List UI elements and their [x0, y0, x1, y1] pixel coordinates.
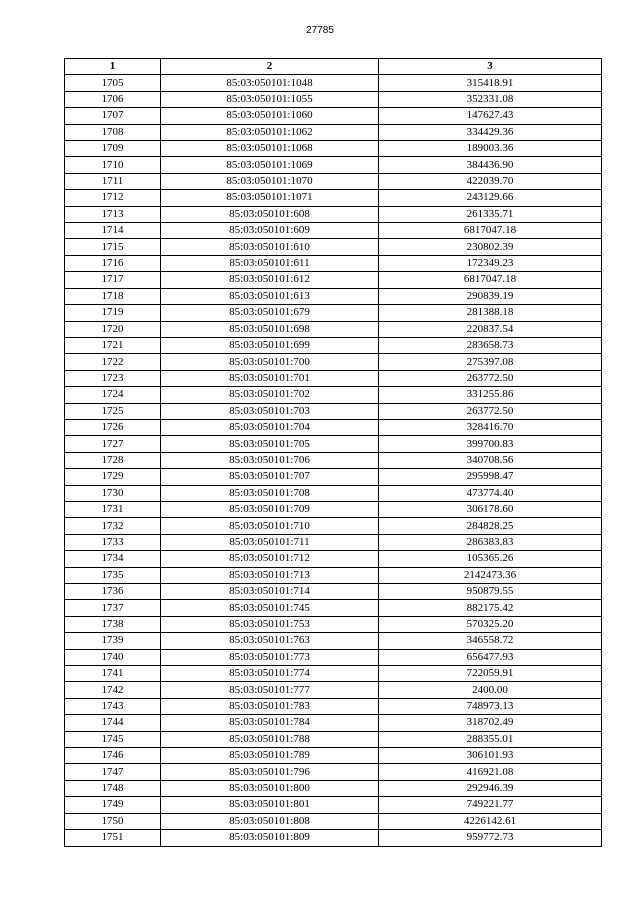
- row-number-cell: 1712: [65, 190, 161, 206]
- row-number-cell: 1741: [65, 666, 161, 682]
- row-number-cell: 1711: [65, 173, 161, 189]
- row-number-cell: 1750: [65, 813, 161, 829]
- table-row: [65, 600, 602, 616]
- value-cell: 281388.18: [379, 305, 602, 321]
- row-number-cell: 1735: [65, 567, 161, 583]
- value-cell: 147627.43: [379, 108, 602, 124]
- table-row: [65, 666, 602, 682]
- cadastral-number-cell: 85:03:050101:706: [161, 452, 379, 468]
- column-header-3: 3: [379, 59, 602, 75]
- cadastral-number-cell: 85:03:050101:808: [161, 813, 379, 829]
- row-number-cell: 1749: [65, 797, 161, 813]
- row-number-cell: 1721: [65, 337, 161, 353]
- value-cell: 4226142.61: [379, 813, 602, 829]
- row-number-cell: 1738: [65, 616, 161, 632]
- table-row: [65, 305, 602, 321]
- cadastral-number-cell: 85:03:050101:745: [161, 600, 379, 616]
- table-row: [65, 206, 602, 222]
- row-number-cell: 1745: [65, 731, 161, 747]
- row-number-cell: 1725: [65, 403, 161, 419]
- value-cell: 346558.72: [379, 633, 602, 649]
- cadastral-number-cell: 85:03:050101:713: [161, 567, 379, 583]
- value-cell: 331255.86: [379, 387, 602, 403]
- value-cell: 328416.70: [379, 419, 602, 435]
- table-row: [65, 830, 602, 846]
- table-row: [65, 321, 602, 337]
- cadastral-number-cell: 85:03:050101:1055: [161, 91, 379, 107]
- row-number-cell: 1746: [65, 748, 161, 764]
- value-cell: 340708.56: [379, 452, 602, 468]
- cadastral-number-cell: 85:03:050101:800: [161, 780, 379, 796]
- cadastral-number-cell: 85:03:050101:608: [161, 206, 379, 222]
- table-row: [65, 354, 602, 370]
- row-number-cell: 1744: [65, 715, 161, 731]
- row-number-cell: 1734: [65, 551, 161, 567]
- table-row: [65, 108, 602, 124]
- row-number-cell: 1715: [65, 239, 161, 255]
- cadastral-number-cell: 85:03:050101:1069: [161, 157, 379, 173]
- row-number-cell: 1706: [65, 91, 161, 107]
- cadastral-number-cell: 85:03:050101:1070: [161, 173, 379, 189]
- value-cell: 220837.54: [379, 321, 602, 337]
- table-row: [65, 731, 602, 747]
- value-cell: 275397.08: [379, 354, 602, 370]
- value-cell: 230802.39: [379, 239, 602, 255]
- table-row: [65, 419, 602, 435]
- cadastral-number-cell: 85:03:050101:710: [161, 518, 379, 534]
- row-number-cell: 1728: [65, 452, 161, 468]
- value-cell: 315418.91: [379, 75, 602, 91]
- value-cell: 263772.50: [379, 370, 602, 386]
- value-cell: 283658.73: [379, 337, 602, 353]
- value-cell: 384436.90: [379, 157, 602, 173]
- row-number-cell: 1739: [65, 633, 161, 649]
- value-cell: 290839.19: [379, 288, 602, 304]
- value-cell: 288355.01: [379, 731, 602, 747]
- value-cell: 172349.23: [379, 255, 602, 271]
- cadastral-number-cell: 85:03:050101:1060: [161, 108, 379, 124]
- table-row: [65, 797, 602, 813]
- table-row: [65, 534, 602, 550]
- table-row: [65, 370, 602, 386]
- value-cell: 722059.91: [379, 666, 602, 682]
- cadastral-number-cell: 85:03:050101:801: [161, 797, 379, 813]
- value-cell: 295998.47: [379, 469, 602, 485]
- table-row: [65, 272, 602, 288]
- table-row: [65, 223, 602, 239]
- cadastral-number-cell: 85:03:050101:702: [161, 387, 379, 403]
- row-number-cell: 1723: [65, 370, 161, 386]
- value-cell: 882175.42: [379, 600, 602, 616]
- row-number-cell: 1737: [65, 600, 161, 616]
- table-row: [65, 518, 602, 534]
- cadastral-number-cell: 85:03:050101:703: [161, 403, 379, 419]
- cadastral-number-cell: 85:03:050101:711: [161, 534, 379, 550]
- value-cell: 284828.25: [379, 518, 602, 534]
- cadastral-number-cell: 85:03:050101:611: [161, 255, 379, 271]
- cadastral-number-cell: 85:03:050101:701: [161, 370, 379, 386]
- row-number-cell: 1714: [65, 223, 161, 239]
- table-row: [65, 764, 602, 780]
- table-row: [65, 813, 602, 829]
- cadastral-number-cell: 85:03:050101:714: [161, 584, 379, 600]
- table-row: [65, 698, 602, 714]
- cadastral-number-cell: 85:03:050101:784: [161, 715, 379, 731]
- cadastral-number-cell: 85:03:050101:783: [161, 698, 379, 714]
- value-cell: 950879.55: [379, 584, 602, 600]
- table-row: [65, 501, 602, 517]
- page-number: 27785: [306, 25, 334, 36]
- cadastral-number-cell: 85:03:050101:777: [161, 682, 379, 698]
- value-cell: 261335.71: [379, 206, 602, 222]
- table-body: [65, 75, 602, 846]
- table-row: [65, 649, 602, 665]
- row-number-cell: 1722: [65, 354, 161, 370]
- value-cell: 318702.49: [379, 715, 602, 731]
- cadastral-number-cell: 85:03:050101:809: [161, 830, 379, 846]
- table-row: [65, 337, 602, 353]
- cadastral-number-cell: 85:03:050101:679: [161, 305, 379, 321]
- row-number-cell: 1720: [65, 321, 161, 337]
- row-number-cell: 1710: [65, 157, 161, 173]
- table-row: [65, 141, 602, 157]
- row-number-cell: 1743: [65, 698, 161, 714]
- table-row: [65, 715, 602, 731]
- row-number-cell: 1716: [65, 255, 161, 271]
- value-cell: 306101.93: [379, 748, 602, 764]
- cadastral-number-cell: 85:03:050101:704: [161, 419, 379, 435]
- cadastral-number-cell: 85:03:050101:612: [161, 272, 379, 288]
- row-number-cell: 1718: [65, 288, 161, 304]
- value-cell: 6817047.18: [379, 223, 602, 239]
- row-number-cell: 1709: [65, 141, 161, 157]
- cadastral-number-cell: 85:03:050101:1068: [161, 141, 379, 157]
- value-cell: 570325.20: [379, 616, 602, 632]
- table-row: [65, 436, 602, 452]
- table-row: [65, 190, 602, 206]
- cadastral-number-cell: 85:03:050101:1062: [161, 124, 379, 140]
- table-row: [65, 616, 602, 632]
- cadastral-number-cell: 85:03:050101:707: [161, 469, 379, 485]
- row-number-cell: 1717: [65, 272, 161, 288]
- table-row: [65, 485, 602, 501]
- data-table: [64, 58, 602, 847]
- value-cell: 189003.36: [379, 141, 602, 157]
- value-cell: 306178.60: [379, 501, 602, 517]
- table-row: [65, 288, 602, 304]
- row-number-cell: 1731: [65, 501, 161, 517]
- cadastral-number-cell: 85:03:050101:609: [161, 223, 379, 239]
- table-row: [65, 403, 602, 419]
- cadastral-number-cell: 85:03:050101:613: [161, 288, 379, 304]
- column-header-2: 2: [161, 59, 379, 75]
- table-header-row: [65, 59, 602, 75]
- cadastral-number-cell: 85:03:050101:1071: [161, 190, 379, 206]
- cadastral-number-cell: 85:03:050101:705: [161, 436, 379, 452]
- table-row: [65, 469, 602, 485]
- table-row: [65, 584, 602, 600]
- row-number-cell: 1724: [65, 387, 161, 403]
- row-number-cell: 1742: [65, 682, 161, 698]
- cadastral-number-cell: 85:03:050101:708: [161, 485, 379, 501]
- row-number-cell: 1736: [65, 584, 161, 600]
- value-cell: 243129.66: [379, 190, 602, 206]
- value-cell: 656477.93: [379, 649, 602, 665]
- row-number-cell: 1726: [65, 419, 161, 435]
- table-row: [65, 124, 602, 140]
- value-cell: 749221.77: [379, 797, 602, 813]
- row-number-cell: 1748: [65, 780, 161, 796]
- table-row: [65, 452, 602, 468]
- value-cell: 473774.40: [379, 485, 602, 501]
- row-number-cell: 1707: [65, 108, 161, 124]
- row-number-cell: 1705: [65, 75, 161, 91]
- value-cell: 352331.08: [379, 91, 602, 107]
- value-cell: 6817047.18: [379, 272, 602, 288]
- row-number-cell: 1727: [65, 436, 161, 452]
- value-cell: 2142473.36: [379, 567, 602, 583]
- value-cell: 292946.39: [379, 780, 602, 796]
- table-row: [65, 682, 602, 698]
- row-number-cell: 1747: [65, 764, 161, 780]
- table-row: [65, 239, 602, 255]
- value-cell: 286383.83: [379, 534, 602, 550]
- cadastral-number-cell: 85:03:050101:796: [161, 764, 379, 780]
- value-cell: 334429.36: [379, 124, 602, 140]
- row-number-cell: 1740: [65, 649, 161, 665]
- row-number-cell: 1730: [65, 485, 161, 501]
- cadastral-number-cell: 85:03:050101:1048: [161, 75, 379, 91]
- table-row: [65, 780, 602, 796]
- table-row: [65, 567, 602, 583]
- table-row: [65, 633, 602, 649]
- cadastral-number-cell: 85:03:050101:753: [161, 616, 379, 632]
- table-row: [65, 551, 602, 567]
- cadastral-number-cell: 85:03:050101:774: [161, 666, 379, 682]
- column-header-1: 1: [65, 59, 161, 75]
- value-cell: 416921.08: [379, 764, 602, 780]
- cadastral-number-cell: 85:03:050101:610: [161, 239, 379, 255]
- table-row: [65, 255, 602, 271]
- value-cell: 263772.50: [379, 403, 602, 419]
- cadastral-number-cell: 85:03:050101:789: [161, 748, 379, 764]
- row-number-cell: 1708: [65, 124, 161, 140]
- row-number-cell: 1732: [65, 518, 161, 534]
- row-number-cell: 1733: [65, 534, 161, 550]
- cadastral-number-cell: 85:03:050101:709: [161, 501, 379, 517]
- cadastral-number-cell: 85:03:050101:763: [161, 633, 379, 649]
- table-row: [65, 91, 602, 107]
- row-number-cell: 1729: [65, 469, 161, 485]
- row-number-cell: 1751: [65, 830, 161, 846]
- value-cell: 959772.73: [379, 830, 602, 846]
- cadastral-number-cell: 85:03:050101:788: [161, 731, 379, 747]
- cadastral-number-cell: 85:03:050101:700: [161, 354, 379, 370]
- table-row: [65, 748, 602, 764]
- value-cell: 2400.00: [379, 682, 602, 698]
- value-cell: 399700.83: [379, 436, 602, 452]
- row-number-cell: 1713: [65, 206, 161, 222]
- cadastral-number-cell: 85:03:050101:699: [161, 337, 379, 353]
- cadastral-number-cell: 85:03:050101:712: [161, 551, 379, 567]
- row-number-cell: 1719: [65, 305, 161, 321]
- value-cell: 422039.70: [379, 173, 602, 189]
- table-row: [65, 387, 602, 403]
- table-row: [65, 173, 602, 189]
- value-cell: 748973.13: [379, 698, 602, 714]
- table-row: [65, 75, 602, 91]
- table-row: [65, 157, 602, 173]
- cadastral-number-cell: 85:03:050101:773: [161, 649, 379, 665]
- value-cell: 105365.26: [379, 551, 602, 567]
- cadastral-number-cell: 85:03:050101:698: [161, 321, 379, 337]
